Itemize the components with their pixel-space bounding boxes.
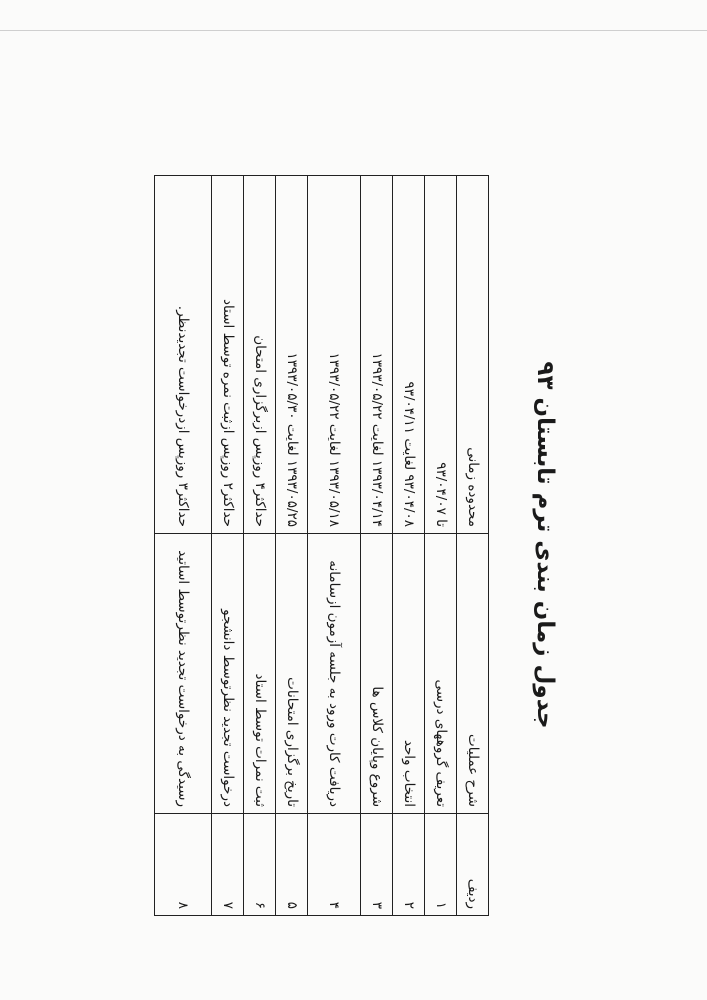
row-time-range: ۹۳/۰۴/۰۸ لغایت ۹۳/۰۴/۱۱ [393,176,425,534]
row-time-range: ۱۳۹۳/۰۵/۲۵ لغایت ۱۳۹۳/۰۵/۳۰ [276,176,308,534]
row-description: شروع وپایان کلاس ها [361,534,393,814]
row-number: ۱ [425,814,457,916]
table-row [212,176,244,916]
table-row [155,176,212,916]
table-row [276,176,308,916]
row-time-range: حداکثر۳ روزپس ازدرخواست تجدیدنظر. [155,176,212,534]
table-header-row [457,176,489,916]
rotated-page-content [175,175,575,915]
header-description: شرح عملیات [457,534,489,814]
table-row [425,176,457,916]
row-description: انتخاب واحد [393,534,425,814]
row-number: ۴ [308,814,361,916]
row-description: ثبت نمرات توسط استاد [244,534,276,814]
row-description: دریافت کارت ورود به جلسه آزمون ازسامانه [308,534,361,814]
row-time-range: ۱۳۹۳/۰۵/۱۸ لغایت ۱۳۹۳/۰۵/۲۲ [308,176,361,534]
row-description: درخواست تجدید نظرتوسط دانشجو [212,534,244,814]
table-row [244,176,276,916]
row-time-range: حداکثر۴ روزپس ازبرگزاری امتحان [244,176,276,534]
table-row [361,176,393,916]
row-description: تاریخ برگزاری امتحانات [276,534,308,814]
header-row-number: ردیف [457,814,489,916]
row-number: ۲ [393,814,425,916]
page-title: جدول زمان بندی ترم تابستان ۹۳ [532,361,558,729]
header-time-range: محدوده زمانی [457,176,489,534]
row-number: ۸ [155,814,212,916]
row-time-range: تا ۹۳/۰۴/۰۷ [425,176,457,534]
row-number: ۶ [244,814,276,916]
schedule-table [154,175,489,916]
table-row [308,176,361,916]
table-row [393,176,425,916]
row-time-range: حداکثر۲ روزپس ازثبت نمره توسط استاد [212,176,244,534]
row-number: ۷ [212,814,244,916]
row-time-range: ۱۳۹۳/۰۴/۱۴ لغایت ۱۳۹۳/۰۵/۲۲ [361,176,393,534]
row-description: تعریف گروههای درسی [425,534,457,814]
scan-edge-line [0,30,707,31]
row-description: رسیدگی به درخواست تجدید نظرتوسط اساتید [155,534,212,814]
row-number: ۳ [361,814,393,916]
row-number: ۵ [276,814,308,916]
